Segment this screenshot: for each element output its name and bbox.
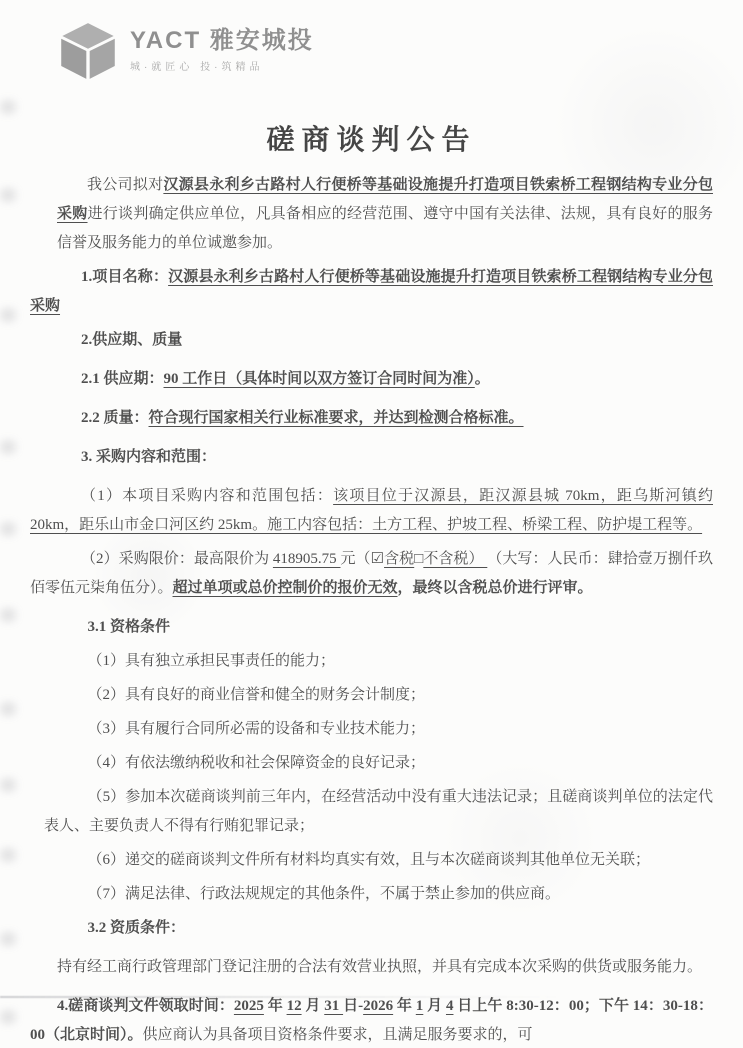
company-logo xyxy=(60,22,314,80)
paragraph xyxy=(30,482,713,540)
paragraph xyxy=(44,749,713,778)
text-run: 年 xyxy=(263,998,287,1014)
paragraph xyxy=(44,681,713,710)
scan-artifact xyxy=(0,100,16,114)
text-run: 汉源县永利乡古路村人行便桥等基础设施提升打造项目铁索桥工程钢结构专业分包采购 xyxy=(57,177,713,222)
paragraph xyxy=(30,545,713,603)
text-run: 我公司拟对 xyxy=(87,177,164,193)
text-run: 供应商认为具备项目资格条件要求，且满足服务要求的，可 xyxy=(142,1027,533,1043)
paragraph xyxy=(44,914,713,943)
text-run: 12 xyxy=(286,998,302,1014)
text-run: 月 xyxy=(301,998,325,1014)
text-run: 超过单项或总价控制价的报价无效 xyxy=(172,580,398,596)
text-run: 日- xyxy=(343,998,364,1014)
brand-tagline: 城·就匠心 投·筑精品 xyxy=(130,62,264,74)
text-run: （4）有依法缴纳税收和社会保障资金的良好记录； xyxy=(87,755,426,771)
text-run: （2）采购限价：最高限价为 xyxy=(81,551,273,567)
text-run: 1 xyxy=(415,998,424,1014)
paragraph xyxy=(30,443,713,472)
text-run: 汉源县永利乡古路村人行便桥等基础设施提升打造项目铁索桥工程钢结构专业分包采购 xyxy=(30,269,713,314)
text-run: 该项目位于汉源县，距汉源县城 70km，距乌斯河镇约 20km，距乐山市金口河区约 25km。施工内容包括：土方工程、护坡工程、桥梁工程、防护堤工程等。 xyxy=(30,488,713,533)
cube-logo-icon xyxy=(60,22,116,80)
text-run: 2026 xyxy=(363,998,394,1014)
checkbox-checked-icon: ☑ xyxy=(370,551,385,567)
text-run: 日上午 8:30-12：00；下午 14：30-18：00（北京时间）。 xyxy=(30,998,713,1043)
text-run: 3.2 资质条件： xyxy=(87,920,186,936)
text-run: 2.1 供应期： xyxy=(81,371,164,387)
paragraph xyxy=(44,880,713,909)
paragraph xyxy=(30,326,713,355)
page-title: 磋商谈判公告 xyxy=(266,125,477,156)
text-run: 。 xyxy=(474,371,490,387)
text-run: 2.2 质量： xyxy=(81,410,149,426)
paragraph xyxy=(57,171,713,258)
text-run: 年 xyxy=(393,998,416,1014)
checkbox-unchecked-icon: □ xyxy=(414,551,424,567)
text-run: 3. 采购内容和范围： xyxy=(81,449,217,465)
text-run: （1）具有独立承担民事责任的能力； xyxy=(87,653,336,669)
text-run: （大写：人民币：肆拾壹万捌仟玖佰零伍元柒角伍分）。 xyxy=(30,551,713,596)
text-run: 持有经工商行政管理部门登记注册的合法有效营业执照，并具有完成本次采购的供货或服务能力。 xyxy=(57,959,703,975)
text-run: 符合现行国家相关行业标准要求，并达到检测合格标准。 xyxy=(148,410,524,426)
text-run: （5）参加本次磋商谈判前三年内，在经营活动中没有重大违法记录；且磋商谈判单位的法定代表人、主要负责人不得有行贿犯罪记录； xyxy=(44,789,713,834)
text-run: 90 工作日（具体时间以双方签订合同时间为准） xyxy=(163,371,475,387)
brand-name: YACT 雅安城投 xyxy=(130,27,314,54)
text-run: 418905.75 xyxy=(272,551,341,567)
paragraph xyxy=(44,715,713,744)
text-run: 31 xyxy=(324,998,344,1014)
paragraph xyxy=(44,647,713,676)
text-run: 月 xyxy=(423,998,446,1014)
text-run: 4.磋商谈判文件领取时间： xyxy=(57,998,234,1014)
text-run: 进行谈判确定供应单位，凡具备相应的经营范围、遵守中国有关法律、法规，具有良好的服务信誉及服务能力的单位诚邀参加。 xyxy=(57,206,713,251)
document-body xyxy=(0,166,743,1048)
paragraph xyxy=(30,992,713,1048)
text-run: 2.供应期、质量 xyxy=(81,332,183,348)
paragraph xyxy=(30,953,713,982)
logo-text xyxy=(130,22,314,73)
text-run: （7）满足法律、行政法规规定的其他条件，不属于禁止参加的供应商。 xyxy=(87,886,561,902)
paragraph xyxy=(44,846,713,875)
text-run: （2）具有良好的商业信誉和健全的财务会计制度； xyxy=(87,687,426,703)
text-run: 3.1 资格条件 xyxy=(87,619,171,635)
paragraph xyxy=(30,263,713,321)
paragraph xyxy=(44,783,713,841)
text-run: 元（ xyxy=(340,551,371,567)
text-run: 不含税） xyxy=(423,551,488,567)
text-run: （6）递交的磋商谈判文件所有材料均真实有效，且与本次磋商谈判其他单位无关联； xyxy=(87,852,651,868)
paragraph xyxy=(30,404,713,433)
text-run: 2025 xyxy=(233,998,264,1014)
text-run: ，最终以含税总价进行评审。 xyxy=(397,580,593,596)
text-run: 1.项目名称： xyxy=(81,269,169,285)
text-run: 4 xyxy=(445,998,454,1014)
paragraph xyxy=(30,365,713,394)
text-run: （3）具有履行合同所必需的设备和专业技术能力； xyxy=(87,721,426,737)
text-run: 含税 xyxy=(384,551,415,567)
text-run: （1）本项目采购内容和范围包括： xyxy=(81,488,334,504)
paragraph xyxy=(44,613,713,642)
